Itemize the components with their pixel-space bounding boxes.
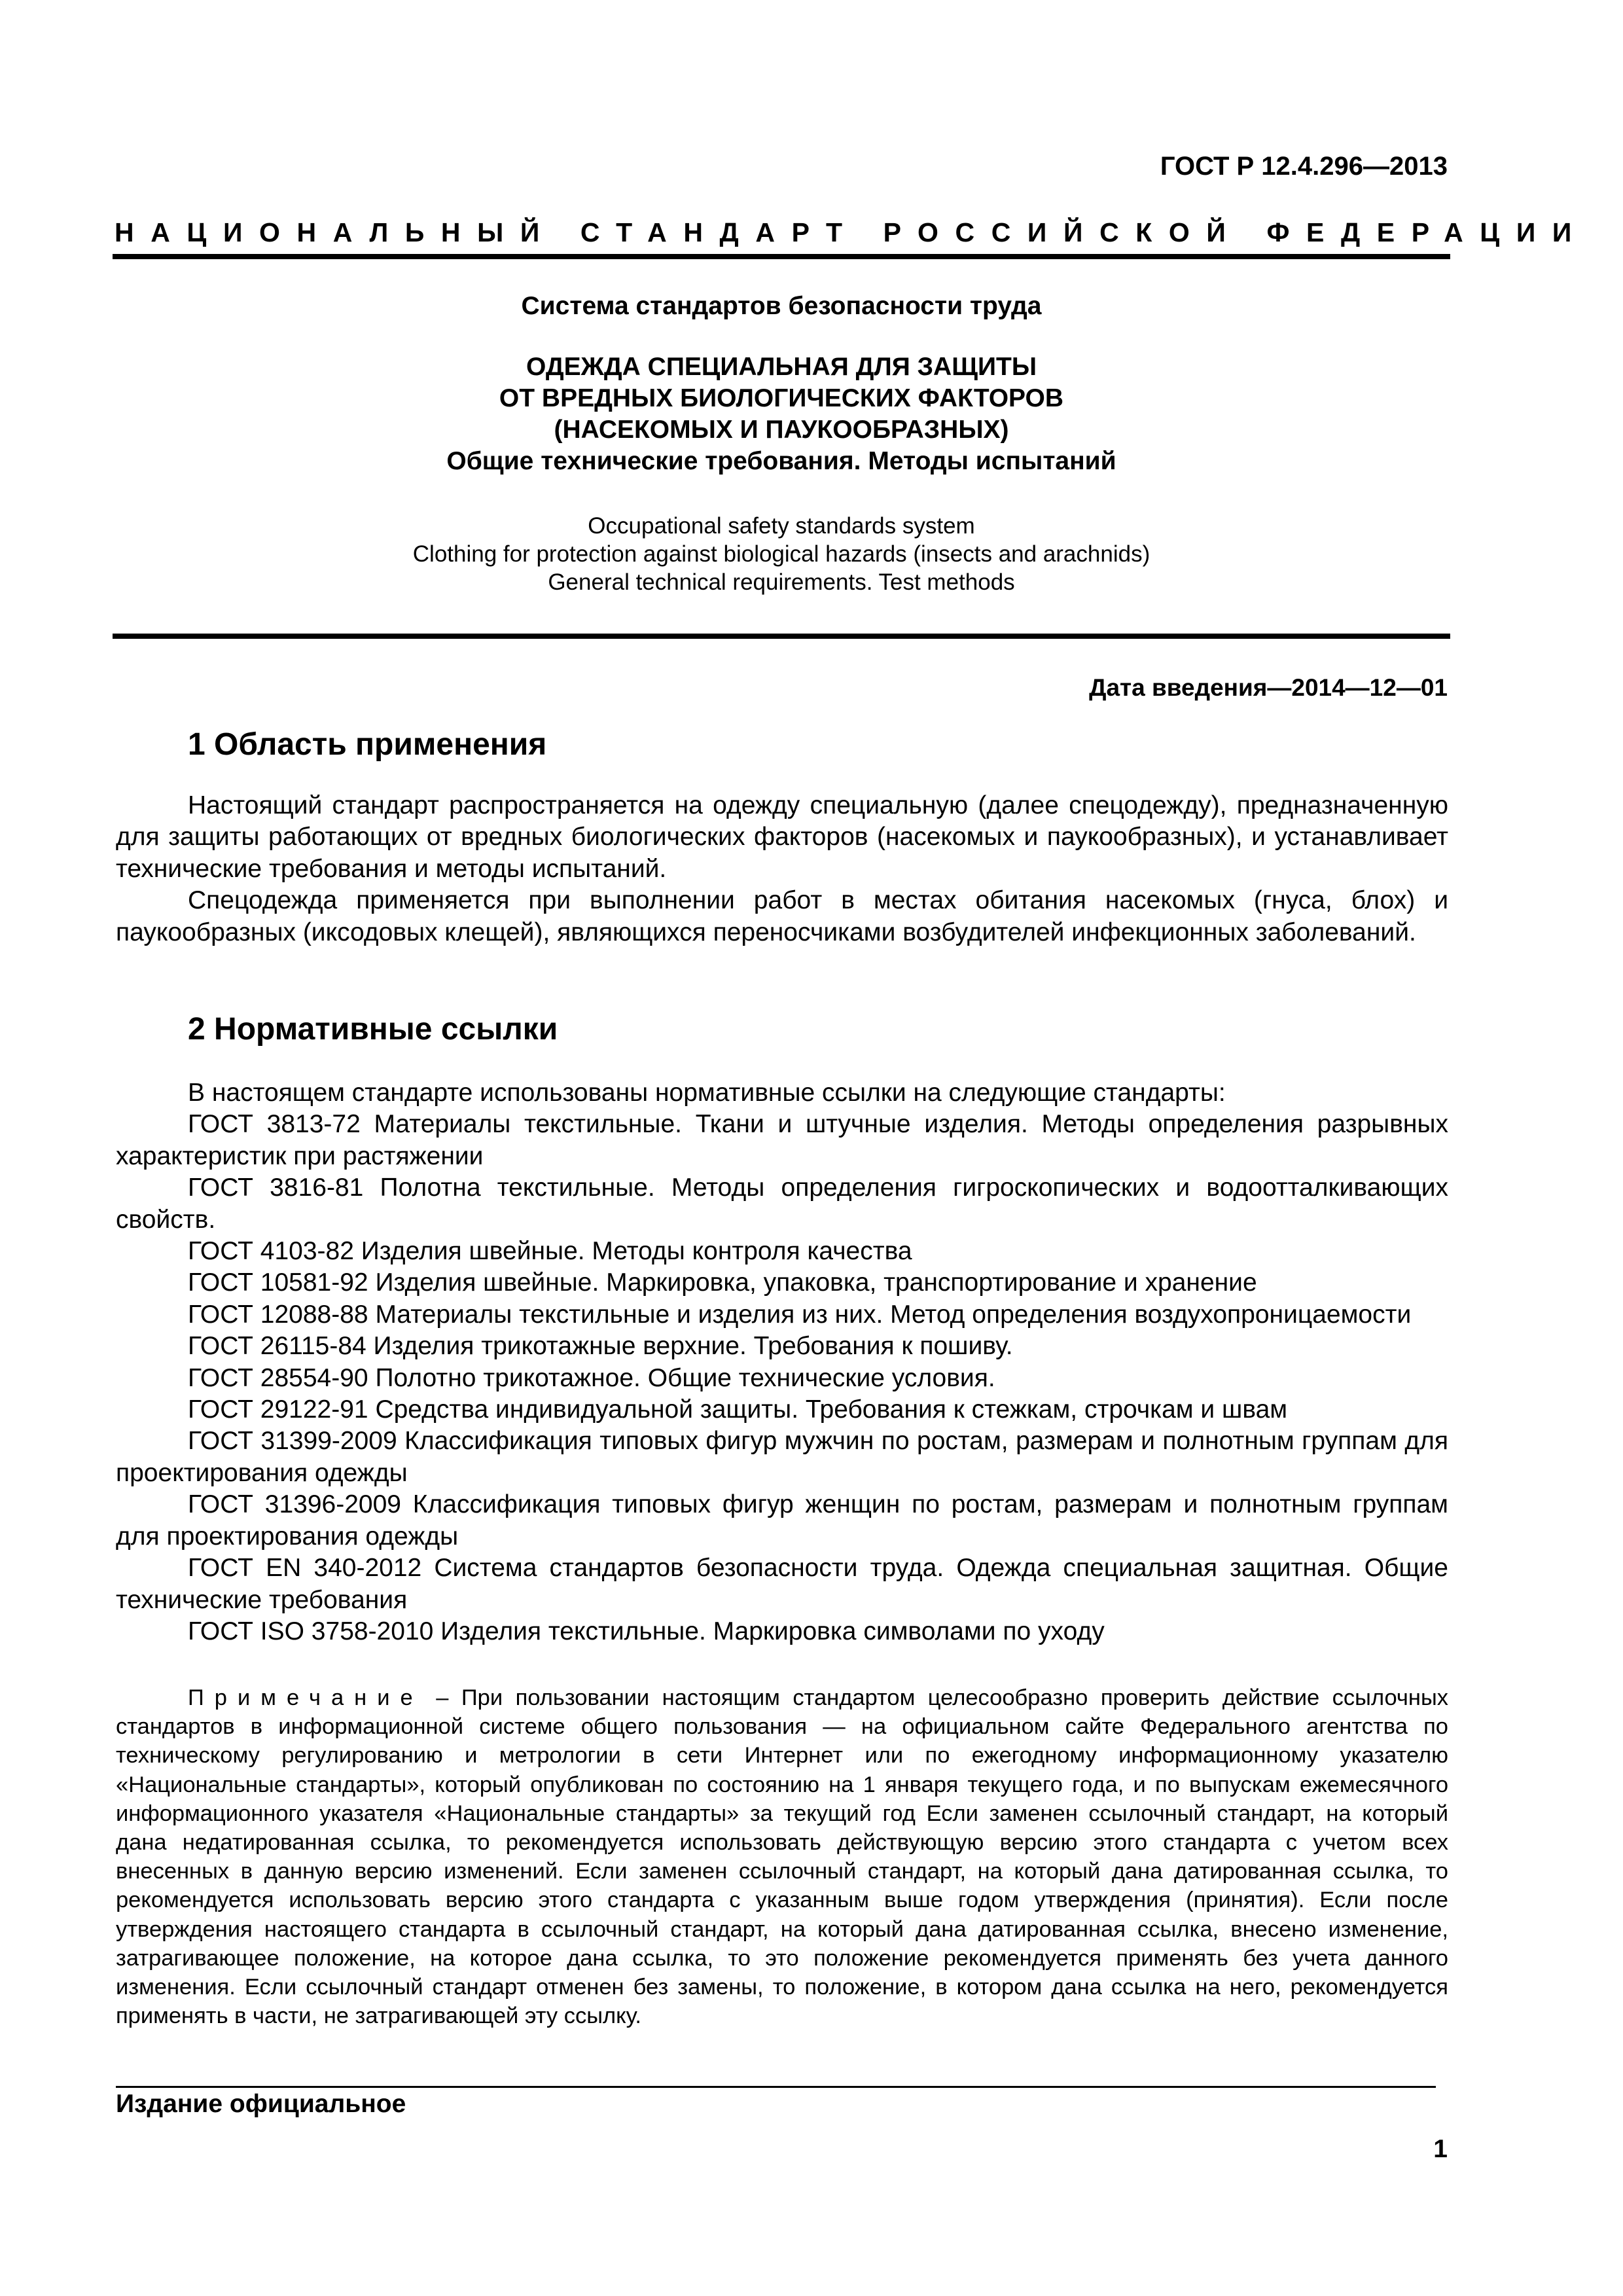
standards-series: Система стандартов безопасности труда: [521, 292, 1042, 320]
references-intro: В настоящем стандарте использованы нормативные ссылки на следующие стандарты:: [188, 1079, 1226, 1107]
reference-item: ГОСТ 31399-2009 Классификация типовых фигур мужчин по ростам, размерам и полнотным группам для проектирования одежды: [116, 1427, 1448, 1487]
english-title-line: Occupational safety standards system: [588, 513, 975, 539]
reference-item: ГОСТ 4103-82 Изделия швейные. Методы контроля качества: [188, 1237, 912, 1266]
reference-item: ГОСТ 26115-84 Изделия трикотажные верхние. Требования к пошиву.: [188, 1332, 1013, 1361]
note-text: – При пользовании настоящим стандартом целесообразно проверить действие ссылочных стандартов в информационной системе общего пользования — на официальном сайте Федерального агентства по техническому регулированию и метрологии в сети Интернет или по ежегодному информационному указателю «Национальные стандарты», который опубликован по состоянию на 1 января текущего года, и по выпускам ежемесячного информационного указателя «Национальные стандарты» за текущий год Если заменен ссылочный стандарт, на который дана недатированная ссылка, то рекомендуется использовать действующую версию этого стандарта с учетом всех внесенных в данную версию изменений. Если заменен ссылочный стандарт, на который дана датированная ссылка, то рекомендуется использовать версию этого стандарта с указанным выше годом утверждения (принятия). Если после утверждения настоящего стандарта в ссылочный стандарт, на который дана датированная ссылка, внесено изменение, затрагивающее положение, на которое дана ссылка, то это положение рекомендуется применять без учета данного изменения. Если ссылочный стандарт отменен без замены, то положение, в котором дана ссылка на него, рекомендуется применять в части, не затрагивающей эту ссылку.: [116, 1685, 1448, 2029]
reference-item: ГОСТ 10581-92 Изделия швейные. Маркировка, упаковка, транспортирование и хранение: [188, 1268, 1257, 1297]
paragraph: Спецодежда применяется при выполнении работ в местах обитания насекомых (гнуса, блох) и паукообразных (иксодовых клещей), являющихся переносчиками возбудителей инфекционных заболеваний.: [116, 886, 1448, 946]
english-title-line: Clothing for protection against biological hazards (insects and arachnids): [412, 541, 1150, 567]
national-standard-banner: НАЦИОНАЛЬНЫЙ СТАНДАРТ РОССИЙСКОЙ ФЕДЕРАЦИИ: [115, 217, 1588, 247]
english-title-line: General technical requirements. Test methods: [548, 569, 1015, 595]
title-divider: [113, 634, 1450, 639]
section-scope-body: [116, 790, 1448, 948]
footer-divider: [116, 2086, 1436, 2088]
page-number: 1: [1433, 2135, 1448, 2163]
subtitle-line: Общие технические требования. Методы испытаний: [446, 447, 1116, 475]
reference-item: ГОСТ 12088-88 Материалы текстильные и изделия из них. Метод определения воздухопроницаемости: [188, 1300, 1412, 1329]
reference-item: ГОСТ 29122-91 Средства индивидуальной защиты. Требования к стежкам, строчкам и швам: [188, 1395, 1288, 1424]
note-label: Примечание: [188, 1685, 423, 1710]
reference-note: [116, 1683, 1448, 2030]
english-title: [113, 512, 1450, 596]
edition-label: Издание официальное: [116, 2090, 406, 2118]
reference-item: ГОСТ EN 340-2012 Система стандартов безопасности труда. Одежда специальная защитная. Общие технические требования: [116, 1554, 1448, 1614]
introduction-date: Дата введения—2014—12—01: [1089, 674, 1448, 701]
title-line: (НАСЕКОМЫХ И ПАУКООБРАЗНЫХ): [554, 416, 1009, 444]
title-line: ОТ ВРЕДНЫХ БИОЛОГИЧЕСКИХ ФАКТОРОВ: [499, 384, 1064, 412]
reference-item: ГОСТ 28554-90 Полотно трикотажное. Общие технические условия.: [188, 1363, 995, 1392]
section-heading-references: 2 Нормативные ссылки: [188, 1012, 558, 1047]
paragraph: Настоящий стандарт распространяется на одежду специальную (далее спецодежду), предназначенную для защиты работающих от вредных биологических факторов (насекомых и паукообразных), и устанавливает технические требования и методы испытаний.: [116, 791, 1448, 883]
reference-item: ГОСТ ISO 3758-2010 Изделия текстильные. Маркировка символами по уходу: [188, 1617, 1105, 1645]
references-list: [116, 1077, 1448, 1647]
reference-item: ГОСТ 3816-81 Полотна текстильные. Методы определения гигроскопических и водоотталкивающих свойств.: [116, 1174, 1448, 1234]
reference-item: ГОСТ 31396-2009 Классификация типовых фигур женщин по ростам, размерам и полнотным группам для проектирования одежды: [116, 1490, 1448, 1551]
header-divider: [113, 254, 1450, 259]
document-title: [113, 351, 1450, 477]
reference-item: ГОСТ 3813-72 Материалы текстильные. Ткани и штучные изделия. Методы определения разрывных характеристик при растяжении: [116, 1110, 1448, 1170]
document-code: ГОСТ Р 12.4.296—2013: [1160, 152, 1448, 181]
title-line: ОДЕЖДА СПЕЦИАЛЬНАЯ ДЛЯ ЗАЩИТЫ: [526, 353, 1037, 381]
section-heading-scope: 1 Область применения: [188, 727, 547, 762]
